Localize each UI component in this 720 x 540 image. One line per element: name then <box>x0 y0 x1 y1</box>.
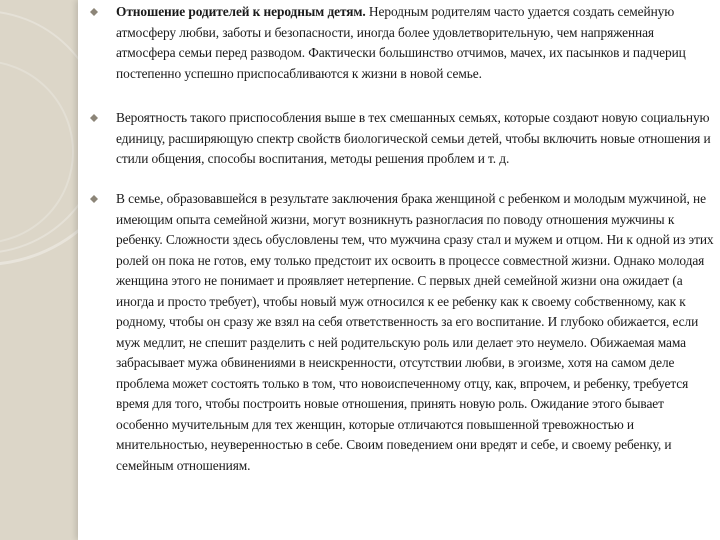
bullet-body: В семье, образовавшейся в результате заключения брака женщиной с ребенком и молодым мужчиной, не имеющим опыта семейной жизни, могут возникнуть разногласия по поводу отношения мужчины к ребенку. Сложности здесь обусловлены тем, что мужчина сразу стал и мужем и отцом. Ни к одной из этих ролей он пока не готов, ему только предстоит их освоить в процессе совместной жизни. Однако молодая женщина этого не понимает и проявляет нетерпение. С первых дней семейной жизни она ожидает (а иногда и просто требует), чтобы новый муж относился к ее ребенку как к своему собственному, как к родному, чтобы он сразу же взял на себя ответственность за его воспитание. И глубоко обижается, если муж медлит, не спешит разделить с ней родительскую роль или делает это неумело. Обижаемая мама забрасывает мужа обвинениями в неискренности, отсутствии любви, в эгоизме, хотя на самом деле проблема может состоять только в том, что новоиспеченному отцу, как, впрочем, и ребенку, требуется время для того, чтобы построить новые отношения, принять новую роль. Ожидание этого бывает особенно мучительным для тех женщин, которые отличаются повышенной тревожностью и мнительностью, неуверенностью в себе. Своим поведением они вредят и себе, и своему ребенку, и семейным отношениям. <box>116 191 714 473</box>
diamond-bullet-icon <box>90 114 98 122</box>
bullet-text <box>116 2 714 84</box>
bullet-body: Вероятность такого приспособления выше в тех смешанных семьях, которые создают новую социальную единицу, расширяющую спектр свойств биологической семьи детей, чтобы включить новые отношения и стили общения, способы воспитания, методы решения проблем и т. д. <box>116 110 711 166</box>
diamond-bullet-icon <box>90 195 98 203</box>
bullet-text <box>116 189 714 476</box>
bullet-body: Неродным родителям часто удается создать семейную атмосферу любви, заботы и безопасности, иногда более удовлетворительную, чем напряженная атмосфера семьи перед разводом. Фактически большинство отчимов, мачех, их пасынков и падчериц постепенно успешно приспосабливаются к жизни в новой семье. <box>116 4 686 81</box>
bullet-heading: Отношение родителей к неродным детям. <box>116 4 366 19</box>
bullet-text <box>116 108 714 170</box>
diamond-bullet-icon <box>90 8 98 16</box>
content-panel <box>78 0 720 540</box>
